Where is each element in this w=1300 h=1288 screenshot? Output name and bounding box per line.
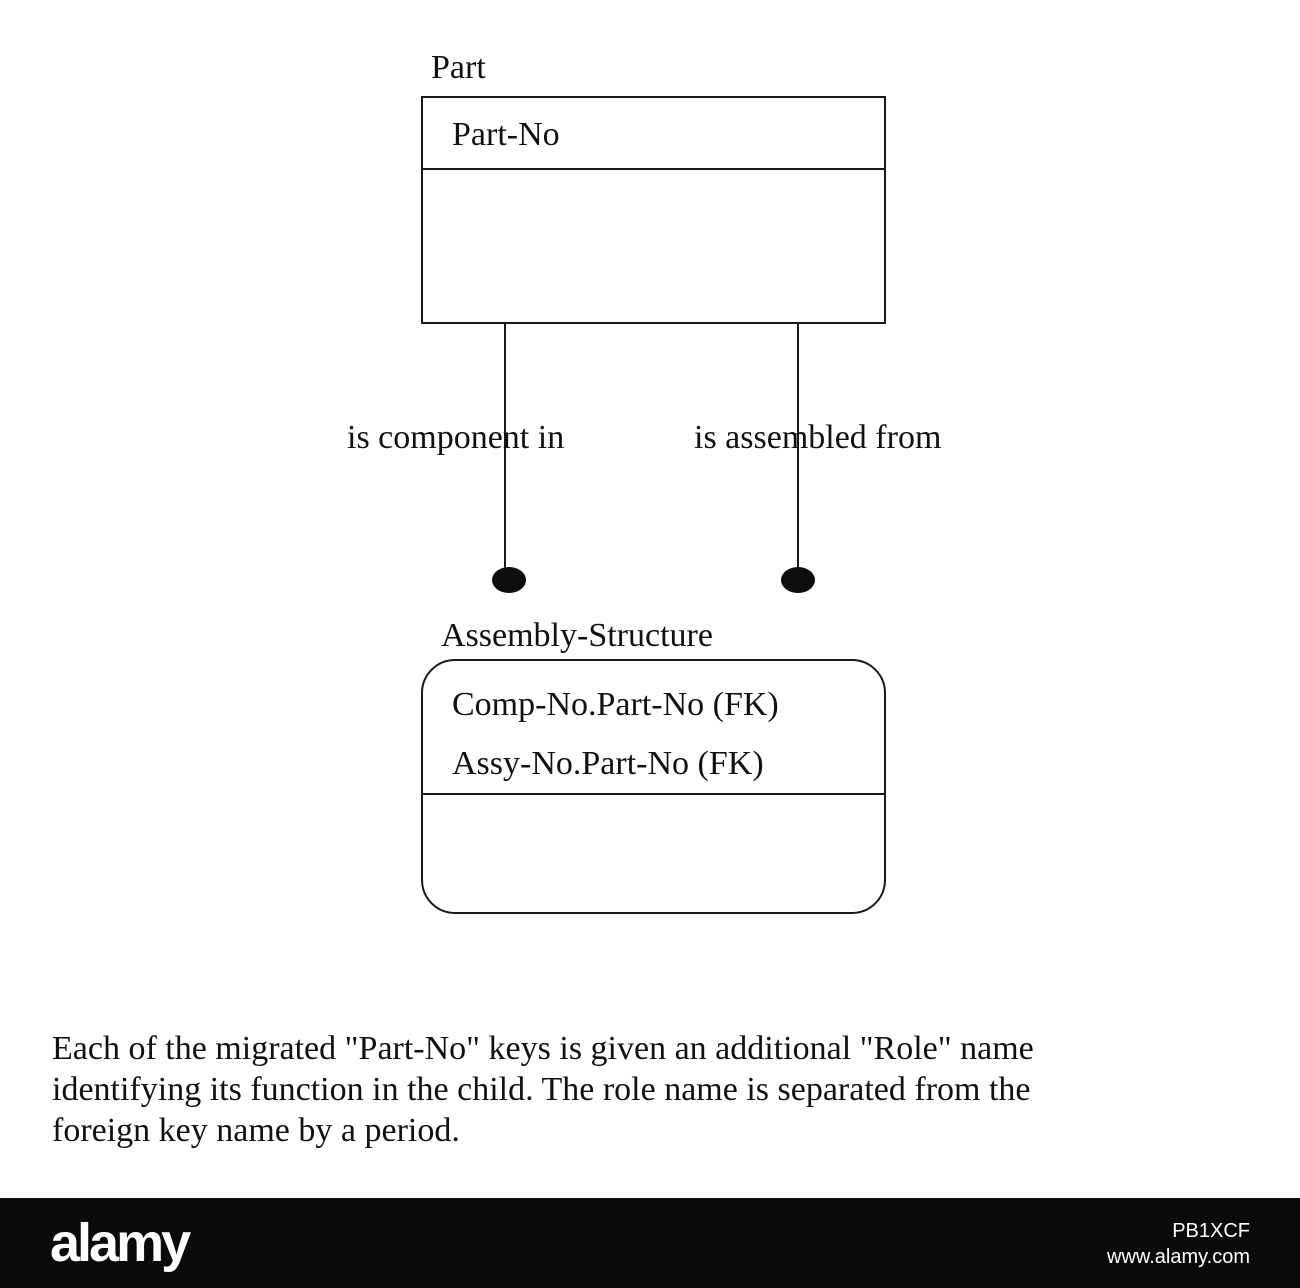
diagram-caption (52, 1028, 1272, 1151)
part-key-attribute: Part-No (452, 116, 560, 153)
assembly-structure-entity-title: Assembly-Structure (441, 617, 713, 654)
watermark-footer (0, 1198, 1300, 1288)
caption-line: foreign key name by a period. (52, 1112, 460, 1149)
many-endpoint-dot-assembled (781, 567, 815, 593)
assembly-structure-key-area (423, 661, 884, 795)
assy-no-foreign-key: Assy-No.Part-No (FK) (452, 745, 764, 782)
stock-image-id (1107, 1218, 1250, 1270)
alamy-logo: alamy (50, 1213, 189, 1273)
relationship-label-assembled: is assembled from (694, 419, 942, 456)
caption-line: Each of the migrated "Part-No" keys is given an additional "Role" name (52, 1030, 1034, 1067)
part-entity-box (421, 96, 886, 324)
comp-no-foreign-key: Comp-No.Part-No (FK) (452, 686, 779, 723)
many-endpoint-dot-component (492, 567, 526, 593)
part-entity-title: Part (431, 49, 486, 86)
image-id-text: PB1XCF (1172, 1220, 1250, 1242)
assembly-structure-entity-box (421, 659, 886, 914)
site-url-text: www.alamy.com (1107, 1246, 1250, 1268)
caption-line: identifying its function in the child. The role name is separated from the (52, 1071, 1031, 1108)
relationship-label-component: is component in (347, 419, 565, 456)
part-key-area (423, 98, 884, 170)
